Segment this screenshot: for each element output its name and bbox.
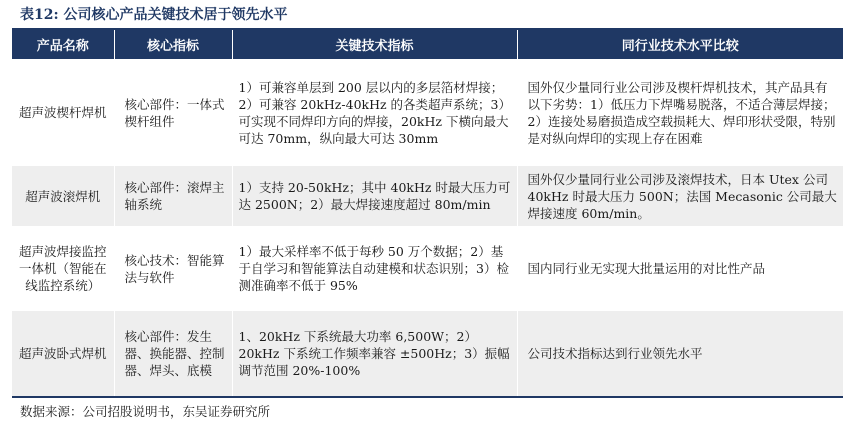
header-compare: 同行业技术水平比较	[517, 30, 843, 59]
header-row	[12, 30, 843, 59]
product-name: 超声波楔杆焊机	[12, 59, 114, 166]
product-name: 超声波焊接监控一体机（智能在线监控系统）	[12, 226, 114, 311]
table-row	[12, 226, 843, 311]
tech-indicator: 1、20kHz 下系统最大功率 6,500W；2）20kHz 下系统工作频率兼容 ±500Hz；3）振幅调节范围 20%-100%	[232, 311, 517, 397]
table-row	[12, 59, 843, 166]
peer-comparison: 国外仅少量同行业公司涉及滚焊技术，日本 Utex 公司 40kHz 时最大压力 500N；法国 Mecasonic 公司最大焊接速度 60m/min。	[517, 166, 843, 226]
header-core: 核心指标	[114, 30, 232, 59]
peer-comparison: 公司技术指标达到行业领先水平	[517, 311, 843, 397]
peer-comparison: 国内同行业无实现大批量运用的对比性产品	[527, 261, 766, 276]
product-name: 超声波卧式焊机	[12, 311, 114, 397]
core-indicator: 核心技术：智能算法与软件	[114, 226, 232, 311]
tech-indicator: 1）最大采样率不低于每秒 50 万个数据；2）基于自学习和智能算法自动建模和状态识别；3）检测准确率不低于 95%	[232, 226, 517, 311]
table-row	[12, 166, 843, 226]
header-product: 产品名称	[12, 30, 114, 59]
core-indicator: 核心部件：一体式楔杆组件	[114, 59, 232, 166]
tech-comparison-table	[12, 30, 843, 398]
tech-indicator: 1）可兼容单层到 200 层以内的多层箔材焊接；2）可兼容 20kHz-40kHz 的各类超声系统；3）可实现不同焊印方向的焊接，20kHz 下横向最大可达 70mm，纵向最大可达 30mm	[232, 59, 517, 166]
header-tech: 关键技术指标	[232, 30, 517, 59]
data-source-note: 数据来源：公司招股说明书，东吴证券研究所	[20, 404, 271, 419]
core-indicator: 核心部件：滚焊主轴系统	[114, 166, 232, 226]
core-indicator: 核心部件：发生器、换能器、控制器、焊头、底模	[114, 311, 232, 397]
tech-indicator: 1）支持 20-50kHz；其中 40kHz 时最大压力可达 2500N；2）最大焊接速度超过 80m/min	[232, 166, 517, 226]
table-title: 表12: 公司核心产品关键技术居于领先水平	[20, 7, 288, 23]
product-name: 超声波滚焊机	[12, 166, 114, 226]
table-row	[12, 311, 843, 397]
peer-comparison: 国外仅少量同行业公司涉及楔杆焊机技术，其产品具有以下劣势：1）低压力下焊嘴易脱落，不适合薄层焊接；2）连接处易磨损造成空载损耗大、焊印形状受限，特别是对纵向焊印的实现上存在困难	[527, 79, 836, 146]
